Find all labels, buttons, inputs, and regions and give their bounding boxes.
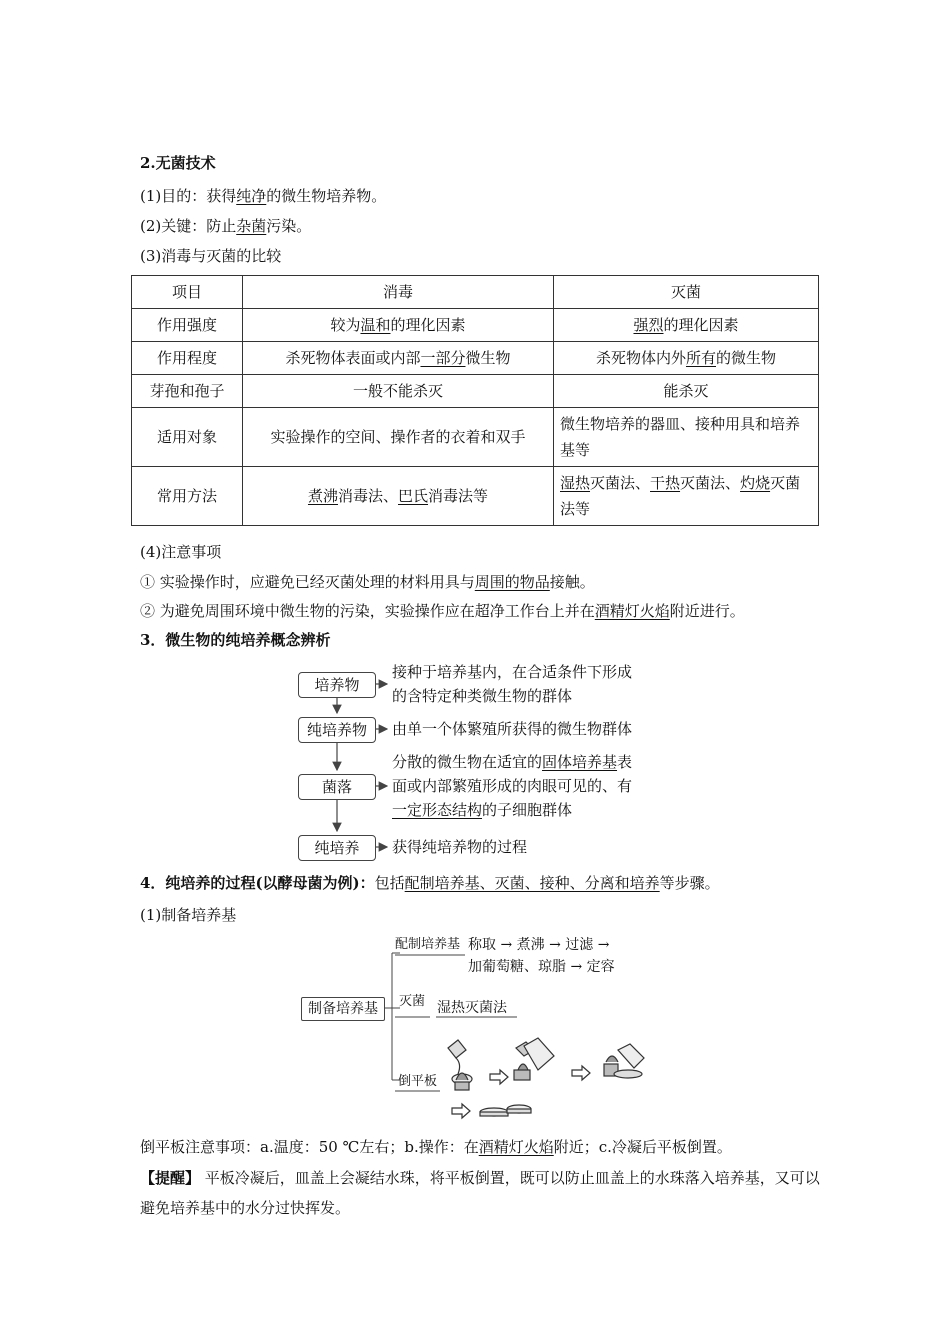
box-pure-culture-process: 纯培养 — [298, 835, 376, 861]
desc-pure-culture-process: 获得纯培养物的过程 — [392, 838, 528, 856]
notes-title: (4)注意事项 — [140, 543, 222, 561]
reminder-paragraph — [140, 1163, 820, 1223]
row-label: 作用强度 — [132, 309, 243, 342]
table-cell: 湿热灭菌法、干热灭菌法、灼烧灭菌法等 — [554, 467, 819, 526]
key-line: (2)关键：防止杂菌污染。 — [140, 217, 312, 235]
desc-pure-culture-material: 由单一个体繁殖所获得的微生物群体 — [392, 720, 633, 738]
desc-culture-1: 接种于培养基内，在合适条件下形成 — [392, 663, 633, 681]
desc-culture-2: 的含特定种类微生物的群体 — [392, 687, 573, 705]
section-heading-process: 4．纯培养的过程(以酵母菌为例)：包括配制培养基、灭菌、接种、分离和培养等步骤。 — [140, 874, 720, 892]
prepare-medium-title: (1)制备培养基 — [140, 906, 237, 924]
box-colony: 菌落 — [298, 774, 376, 800]
branch-formulate-medium: 配制培养基 — [395, 937, 461, 952]
box-prepare-medium: 制备培养基 — [301, 997, 385, 1021]
table-cell: 杀死物体表面或内部一部分微生物 — [243, 342, 554, 375]
reminder-text: 平板冷凝后，皿盖上会凝结水珠，将平板倒置，既可以防止皿盖上的水珠落入培养基，又可以避免培养基中的水分过快挥发。 — [140, 1169, 820, 1217]
desc-colony-1: 分散的微生物在适宜的固体培养基表 — [392, 753, 633, 771]
table-cell: 煮沸消毒法、巴氏消毒法等 — [243, 467, 554, 526]
desc-colony-3: 一定形态结构的子细胞群体 — [392, 801, 573, 819]
table-cell: 能杀灭 — [554, 375, 819, 408]
table-cell: 微生物培养的器皿、接种用具和培养基等 — [554, 408, 819, 467]
desc-colony-2: 面或内部繁殖形成的肉眼可见的、有 — [392, 777, 633, 795]
section-heading-pure-culture: 3．微生物的纯培养概念辨析 — [140, 631, 331, 649]
branch-sterilize: 灭菌 — [399, 994, 426, 1009]
pour-plate-illustration — [448, 1038, 644, 1118]
box-pure-culture-material: 纯培养物 — [298, 717, 376, 743]
header-cell: 项目 — [132, 276, 243, 309]
branch-pour-plate: 倒平板 — [398, 1074, 438, 1089]
purpose-line: (1)目的：获得纯净的微生物培养物。 — [140, 187, 387, 205]
method-moist-heat: 湿热灭菌法 — [437, 1000, 507, 1016]
table-cell: 较为温和的理化因素 — [243, 309, 554, 342]
section-heading-aseptic: 2.无菌技术 — [140, 154, 216, 172]
row-label: 芽孢和孢子 — [132, 375, 243, 408]
steps-formulate-2: 加葡萄糖、琼脂 → 定容 — [468, 959, 615, 975]
header-cell: 消毒 — [243, 276, 554, 309]
note-2: ② 为避免周围环境中微生物的污染，实验操作应在超净工作台上并在酒精灯火焰附近进行。 — [140, 602, 745, 620]
table-cell: 杀死物体内外所有的微生物 — [554, 342, 819, 375]
box-culture: 培养物 — [298, 672, 376, 698]
note-1: ① 实验操作时，应避免已经灭菌处理的材料用具与周围的物品接触。 — [140, 573, 595, 591]
steps-formulate-1: 称取 → 煮沸 → 过滤 → — [468, 937, 610, 953]
table-cell: 实验操作的空间、操作者的衣着和双手 — [243, 408, 554, 467]
pour-plate-note: 倒平板注意事项：a.温度：50 ℃左右；b.操作：在酒精灯火焰附近；c.冷凝后平板倒置。 — [140, 1138, 732, 1156]
row-label: 常用方法 — [132, 467, 243, 526]
compare-title: (3)消毒与灭菌的比较 — [140, 247, 282, 265]
row-label: 作用程度 — [132, 342, 243, 375]
table-cell: 强烈的理化因素 — [554, 309, 819, 342]
table-cell: 一般不能杀灭 — [243, 375, 554, 408]
header-cell: 灭菌 — [554, 276, 819, 309]
reminder-label: 【提醒】 — [140, 1169, 201, 1187]
row-label: 适用对象 — [132, 408, 243, 467]
